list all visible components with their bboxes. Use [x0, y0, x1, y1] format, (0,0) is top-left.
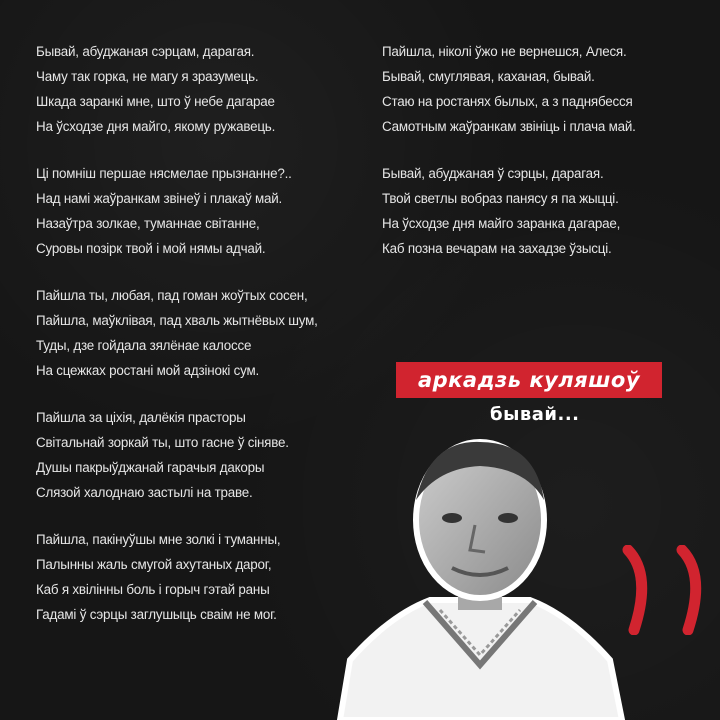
author-banner [396, 362, 662, 398]
poem-line: Пайшла, ніколі ўжо не вернешся, Алеся. [382, 44, 627, 59]
quote-mark-icon [676, 545, 708, 635]
poem-line: Пайшла за ціхія, далёкія прасторы [36, 410, 246, 425]
stanza [382, 39, 702, 139]
poem-line: Чаму так горка, не магу я зразумець. [36, 69, 259, 84]
poem-line: На ўсходзе дня майго заранка дагарае, [382, 216, 621, 231]
poem-line: Стаю на ростанях былых, а з паднябесся [382, 94, 633, 109]
poem-line: Гадамі ў сэрцы заглушыць сваім не мог. [36, 607, 277, 622]
stanza [36, 161, 366, 261]
poem-line: Бывай, смуглявая, каханая, бывай. [382, 69, 595, 84]
stanza [382, 161, 702, 261]
poem-line: Пайшла, маўклівая, пад хваль жытнёвых шум, [36, 313, 318, 328]
poem-right-column [382, 39, 702, 283]
poem-line: Назаўтра золкае, туманнае світанне, [36, 216, 260, 231]
poem-line: Пайшла ты, любая, пад гоман жоўтых сосен, [36, 288, 308, 303]
poem-left-column [36, 39, 366, 649]
poem-line: Шкада заранкі мне, што ў небе дагарае [36, 94, 275, 109]
poem-line: Слязой халоднаю застылі на траве. [36, 485, 253, 500]
stanza [36, 283, 366, 383]
poem-line: Твой светлы вобраз панясу я па жыцці. [382, 191, 619, 206]
poem-line: Бывай, абуджаная ў сэрцы, дарагая. [382, 166, 604, 181]
poem-title: бывай... [490, 404, 580, 425]
poem-line: Каб позна вечарам на захадзе ўзысці. [382, 241, 612, 256]
poem-line: Самотным жаўранкам звініць і плача май. [382, 119, 636, 134]
poem-line: На ўсходзе дня майго, якому ружавець. [36, 119, 276, 134]
poem-line: Палынны жаль смугой ахутаных дарог, [36, 557, 272, 572]
author-name: аркадзь куляшоў [417, 368, 641, 392]
poem-line: На сцежках ростані мой адзінокі сум. [36, 363, 260, 378]
stanza [36, 527, 366, 627]
poem-line: Каб я хвілінны боль і горыч гэтай раны [36, 582, 270, 597]
poem-line: Бывай, абуджаная сэрцам, дарагая. [36, 44, 255, 59]
quote-mark-icon [622, 545, 654, 635]
poem-line: Пайшла, пакінуўшы мне золкі і туманны, [36, 532, 281, 547]
poem-line: Суровы позірк твой і мой нямы адчай. [36, 241, 266, 256]
author-portrait [330, 430, 630, 720]
poem-line: Туды, дзе гойдала зялёнае калоссе [36, 338, 252, 353]
stanza [36, 39, 366, 139]
poem-line: Ці помніш першае нясмелае прызнанне?.. [36, 166, 292, 181]
stanza [36, 405, 366, 505]
poem-line: Над намі жаўранкам звінеў і плакаў май. [36, 191, 283, 206]
poem-line: Душы пакрыўджанай гарачыя дакоры [36, 460, 265, 475]
poem-line: Світальнай зоркай ты, што гасне ў сіняве. [36, 435, 289, 450]
